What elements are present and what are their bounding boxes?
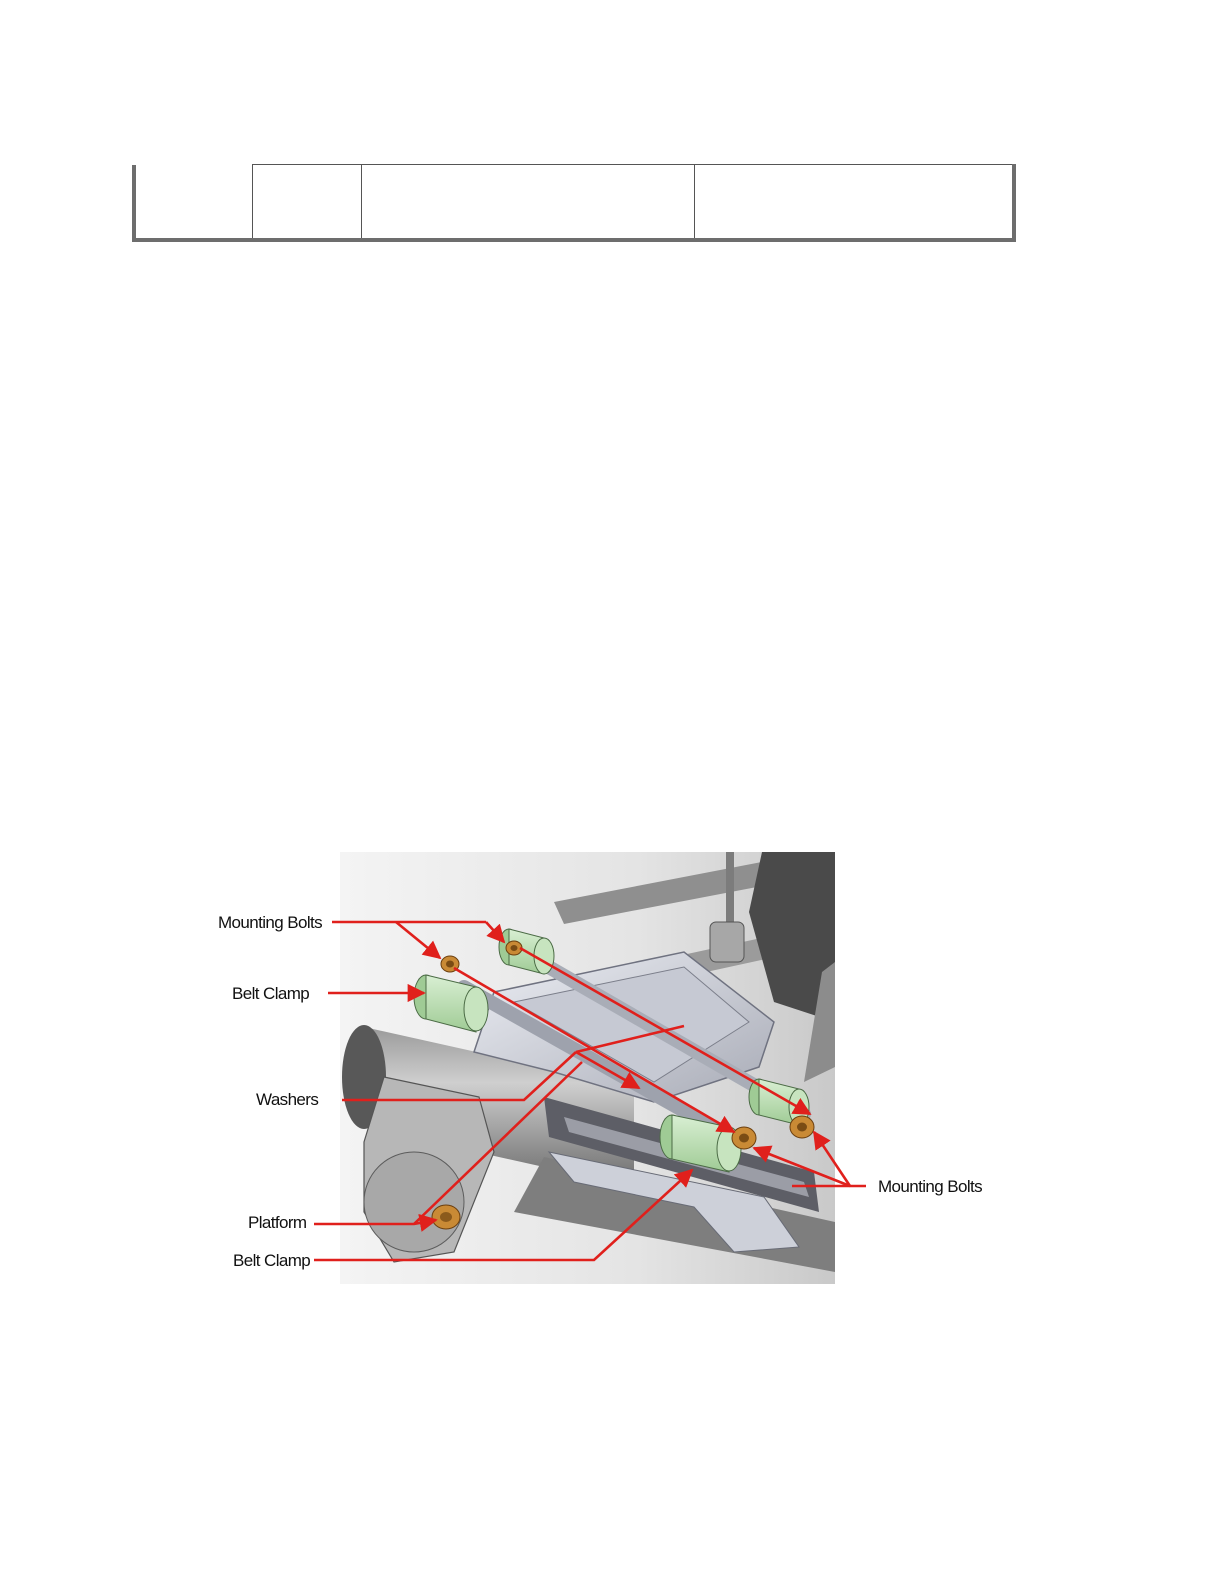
label-belt-clamp-top: Belt Clamp <box>232 984 310 1003</box>
table-row <box>134 165 1014 241</box>
label-washers: Washers <box>256 1090 319 1109</box>
washer-bolt <box>732 1127 756 1149</box>
table-fragment <box>132 164 1016 242</box>
label-belt-clamp-bottom: Belt Clamp <box>233 1251 311 1270</box>
bracket-hub <box>364 1152 464 1252</box>
rod <box>726 852 734 922</box>
table-cell <box>695 165 1014 241</box>
label-platform: Platform <box>248 1213 307 1232</box>
linkage <box>710 922 744 962</box>
table-cell <box>134 165 253 241</box>
belt-clamp-assembly-figure <box>214 852 994 1286</box>
label-mounting-bolts-right: Mounting Bolts <box>878 1177 983 1196</box>
assembly-diagram <box>214 852 994 1286</box>
table-cell <box>361 165 695 241</box>
label-mounting-bolts-top: Mounting Bolts <box>218 913 323 932</box>
washer-bolt <box>506 941 522 955</box>
platform-bolt <box>440 1212 452 1222</box>
washer-bolt <box>790 1116 814 1138</box>
table-cell <box>253 165 361 241</box>
